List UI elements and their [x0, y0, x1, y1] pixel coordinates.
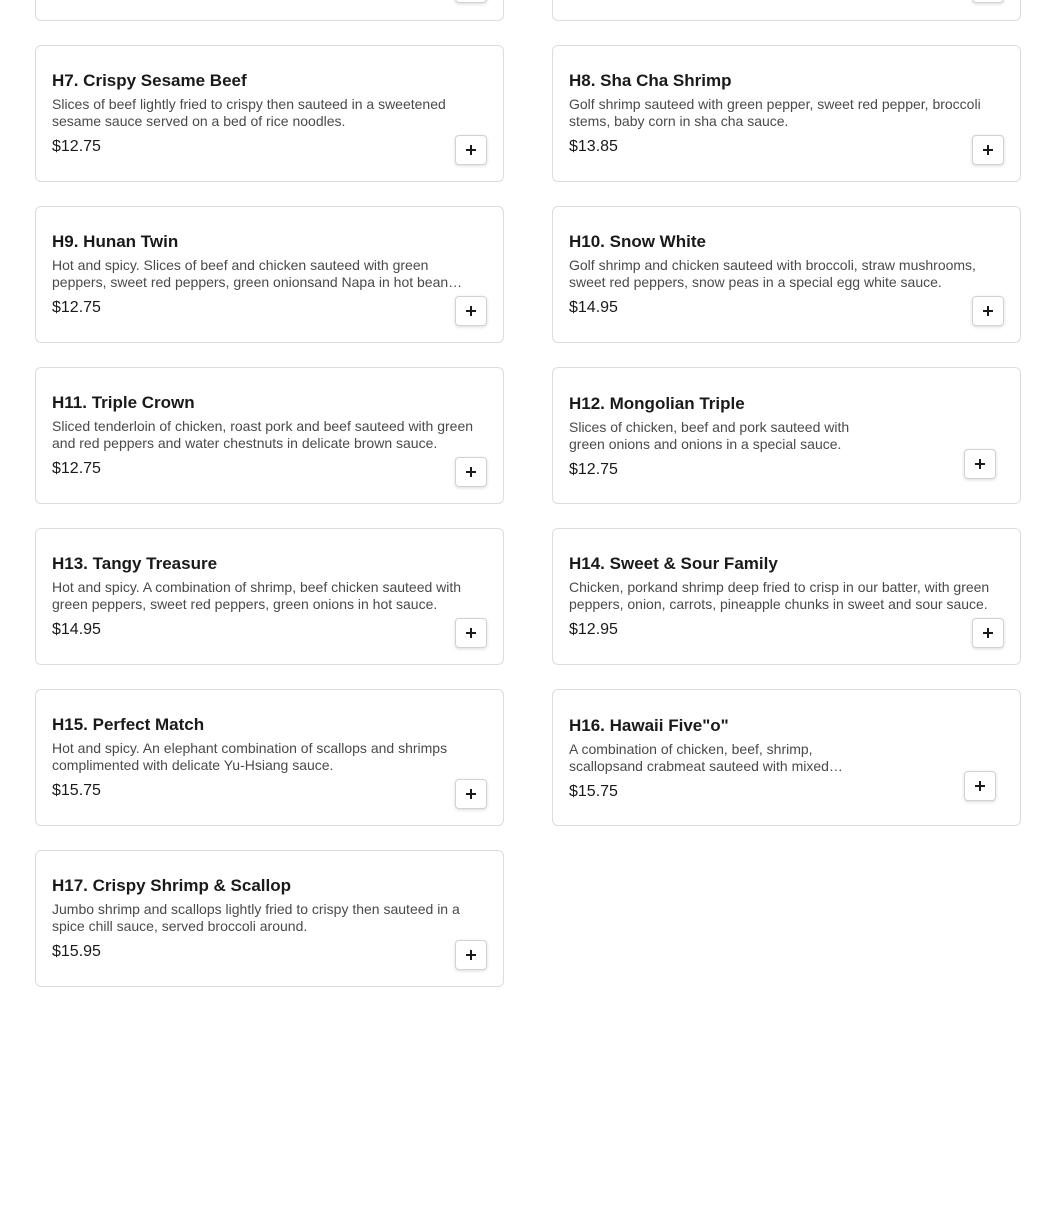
- add-to-cart-button[interactable]: [455, 135, 487, 165]
- menu-item-card[interactable]: [552, 528, 1021, 665]
- menu-item-price: $15.95: [52, 943, 101, 960]
- add-to-cart-button[interactable]: [972, 296, 1004, 326]
- menu-item-name: H17. Crispy Shrimp & Scallop: [52, 876, 292, 895]
- menu-item-card[interactable]: [35, 45, 504, 182]
- menu-item-card[interactable]: [35, 689, 504, 826]
- menu-item-name: H14. Sweet & Sour Family: [569, 554, 778, 573]
- menu-item-price: $13.85: [569, 138, 618, 155]
- menu-item-description: Golf shrimp and chicken sauteed with broccoli, straw mushrooms, sweet red peppers, snow peas in a special egg white sauce.: [569, 257, 976, 290]
- menu-item-card[interactable]: [35, 528, 504, 665]
- menu-item-price: $15.75: [569, 783, 618, 800]
- menu-item-card[interactable]: [35, 850, 504, 987]
- menu-item-card-partial[interactable]: [552, 0, 1021, 21]
- menu-item-price: $12.95: [569, 621, 618, 638]
- menu-item-name: H12. Mongolian Triple: [569, 394, 745, 413]
- menu-item-description: Hot and spicy. Slices of beef and chicken sauteed with green peppers, sweet red peppers, green onionsand Napa in hot bean: [52, 257, 449, 290]
- add-to-cart-button[interactable]: [455, 618, 487, 648]
- menu-item-price: $12.75: [569, 461, 618, 478]
- menu-item-price: $14.95: [569, 299, 618, 316]
- plus-icon: [983, 628, 993, 638]
- menu-item-description: Slices of chicken, beef and pork sauteed with green onions and onions in a special sauce.: [569, 419, 850, 452]
- plus-icon: [983, 145, 993, 155]
- menu-item-price: $14.95: [52, 621, 101, 638]
- menu-item-card[interactable]: [552, 367, 1021, 504]
- plus-icon: [466, 467, 476, 477]
- menu-item-name: H11. Triple Crown: [52, 393, 195, 412]
- menu-item-description: A combination of chicken, beef, shrimp, scallopsand crabmeat sauteed with mixed: [569, 741, 829, 774]
- menu-item-card[interactable]: [35, 206, 504, 343]
- menu-item-description: Golf shrimp sauteed with green pepper, sweet red pepper, broccoli stems, baby corn in sha cha sauce.: [569, 96, 981, 129]
- menu-item-description: Chicken, porkand shrimp deep fried to crisp in our batter, with green peppers, onion, carrots, pineapple chunks in sweet and sour sauce.: [569, 579, 990, 612]
- menu-item-description: Hot and spicy. An elephant combination of scallops and shrimps complimented with delicate Yu-Hsiang sauce.: [52, 740, 448, 773]
- plus-icon: [466, 950, 476, 960]
- menu-item-description: Hot and spicy. A combination of shrimp, beef chicken sauteed with green peppers, sweet red peppers, green onions in hot sauce.: [52, 579, 462, 612]
- menu-item-card[interactable]: [552, 45, 1021, 182]
- menu-item-name: H13. Tangy Treasure: [52, 554, 218, 573]
- menu-item-description: Slices of beef lightly fried to crispy then sauteed in a sweetened sesame sauce served on a bed of rice noodles.: [52, 96, 446, 129]
- menu-item-price: $12.75: [52, 299, 101, 316]
- add-to-cart-button[interactable]: [455, 0, 487, 3]
- menu-item-description: Jumbo shrimp and scallops lightly fried to crispy then sauteed in a spice chill sauce, served broccoli around.: [52, 901, 460, 934]
- plus-icon: [466, 145, 476, 155]
- menu-grid: [35, 0, 1021, 987]
- add-to-cart-button[interactable]: [972, 0, 1004, 3]
- add-to-cart-button[interactable]: [455, 296, 487, 326]
- menu-item-card[interactable]: [35, 367, 504, 504]
- menu-item-price: $12.75: [52, 460, 101, 477]
- plus-icon: [983, 306, 993, 316]
- menu-item-card[interactable]: [552, 689, 1021, 826]
- plus-icon: [975, 459, 985, 469]
- menu-item-description: Sliced tenderloin of chicken, roast pork and beef sauteed with green and red peppers and water chestnuts in delicate brown sauce.: [52, 418, 474, 451]
- plus-icon: [466, 306, 476, 316]
- menu-item-price: $15.75: [52, 782, 101, 799]
- menu-item-name: H16. Hawaii Five"o": [569, 716, 729, 735]
- menu-item-card[interactable]: [552, 206, 1021, 343]
- menu-item-name: H9. Hunan Twin: [52, 232, 179, 251]
- menu-item-price: $12.75: [52, 138, 101, 155]
- add-to-cart-button[interactable]: [964, 449, 996, 479]
- menu-item-name: H15. Perfect Match: [52, 715, 205, 734]
- add-to-cart-button[interactable]: [972, 135, 1004, 165]
- add-to-cart-button[interactable]: [964, 771, 996, 801]
- menu-item-card-partial[interactable]: [35, 0, 504, 21]
- add-to-cart-button[interactable]: [455, 457, 487, 487]
- menu-item-name: H7. Crispy Sesame Beef: [52, 71, 247, 90]
- menu-item-name: H8. Sha Cha Shrimp: [569, 71, 732, 90]
- add-to-cart-button[interactable]: [455, 940, 487, 970]
- add-to-cart-button[interactable]: [455, 779, 487, 809]
- plus-icon: [466, 789, 476, 799]
- plus-icon: [466, 628, 476, 638]
- plus-icon: [975, 781, 985, 791]
- add-to-cart-button[interactable]: [972, 618, 1004, 648]
- menu-item-name: H10. Snow White: [569, 232, 706, 251]
